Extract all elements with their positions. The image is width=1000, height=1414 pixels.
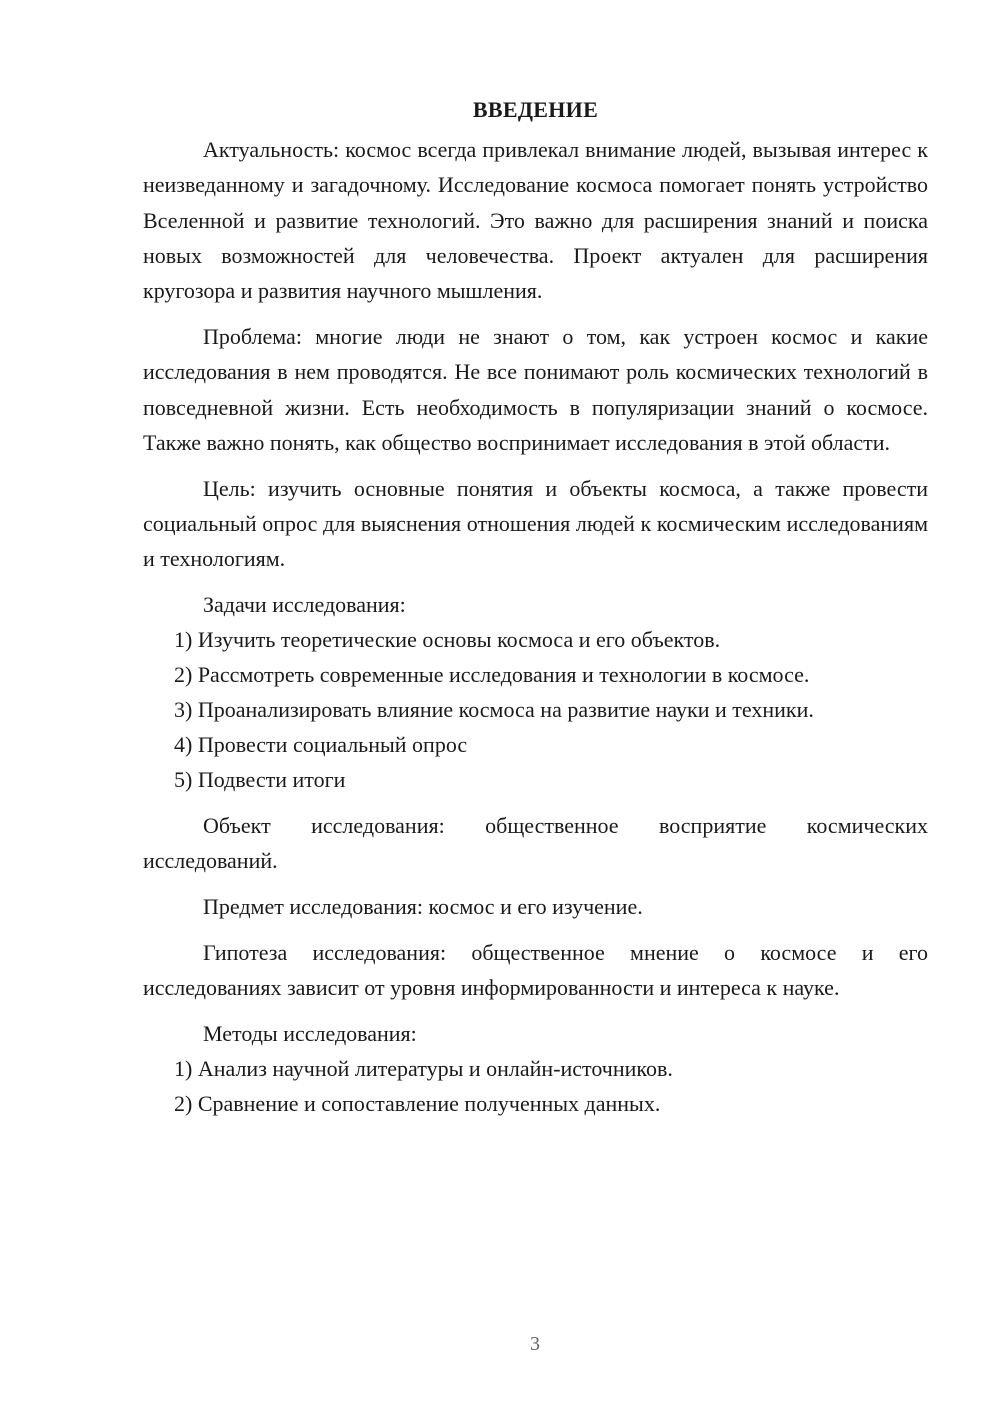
paragraph-relevance: Актуальность: космос всегда привлекал внимание людей, вызывая интерес к неизведанному и загадочному. Исследование космоса помогает понять устройство Вселенной и развитие технологий. Это важно для расширения знаний и поиска новых возможностей для человечества. Проект актуален для расширения кругозора и развития научного мышления. [143,137,928,304]
methods-list [143,1051,928,1121]
methods-heading: Методы исследования: [203,1020,417,1046]
list-item: 5) Подвести итоги [174,767,346,793]
list-item: 3) Проанализировать влияние космоса на развитие науки и техники. [174,697,814,723]
tasks-heading: Задачи исследования: [203,592,406,618]
tasks-list [143,622,928,797]
paragraph-goal: Цель: изучить основные понятия и объекты космоса, а также провести социальный опрос для выяснения отношения людей к космическим исследованиям и технологиям. [143,475,928,572]
list-item: 4) Провести социальный опрос [174,732,468,758]
list-item: 1) Анализ научной литературы и онлайн-источников. [174,1056,673,1082]
paragraph-hypothesis: Гипотеза исследования: общественное мнение о космосе и его исследованиях зависит от уровня информированности и интереса к науке. [143,939,928,1001]
list-item: 2) Сравнение и сопоставление полученных данных. [174,1091,661,1117]
list-item: 2) Рассмотреть современные исследования и технологии в космосе. [174,662,810,688]
paragraph-subject: Предмет исследования: космос и его изучение. [203,893,643,919]
page-content [143,92,928,1121]
paragraph-problem: Проблема: многие люди не знают о том, как устроен космос и какие исследования в нем проводятся. Не все понимают роль космических технологий в повседневной жизни. Есть необходимость в популяризации знаний о космосе. Также важно понять, как общество воспринимает исследования в этой области. [143,323,928,455]
section-title: ВВЕДЕНИЕ [472,97,599,122]
paragraph-object: Объект исследования: общественное восприятие космических исследований. [143,812,928,874]
page-number: 3 [530,1333,540,1355]
list-item: 1) Изучить теоретические основы космоса и его объектов. [174,627,721,653]
